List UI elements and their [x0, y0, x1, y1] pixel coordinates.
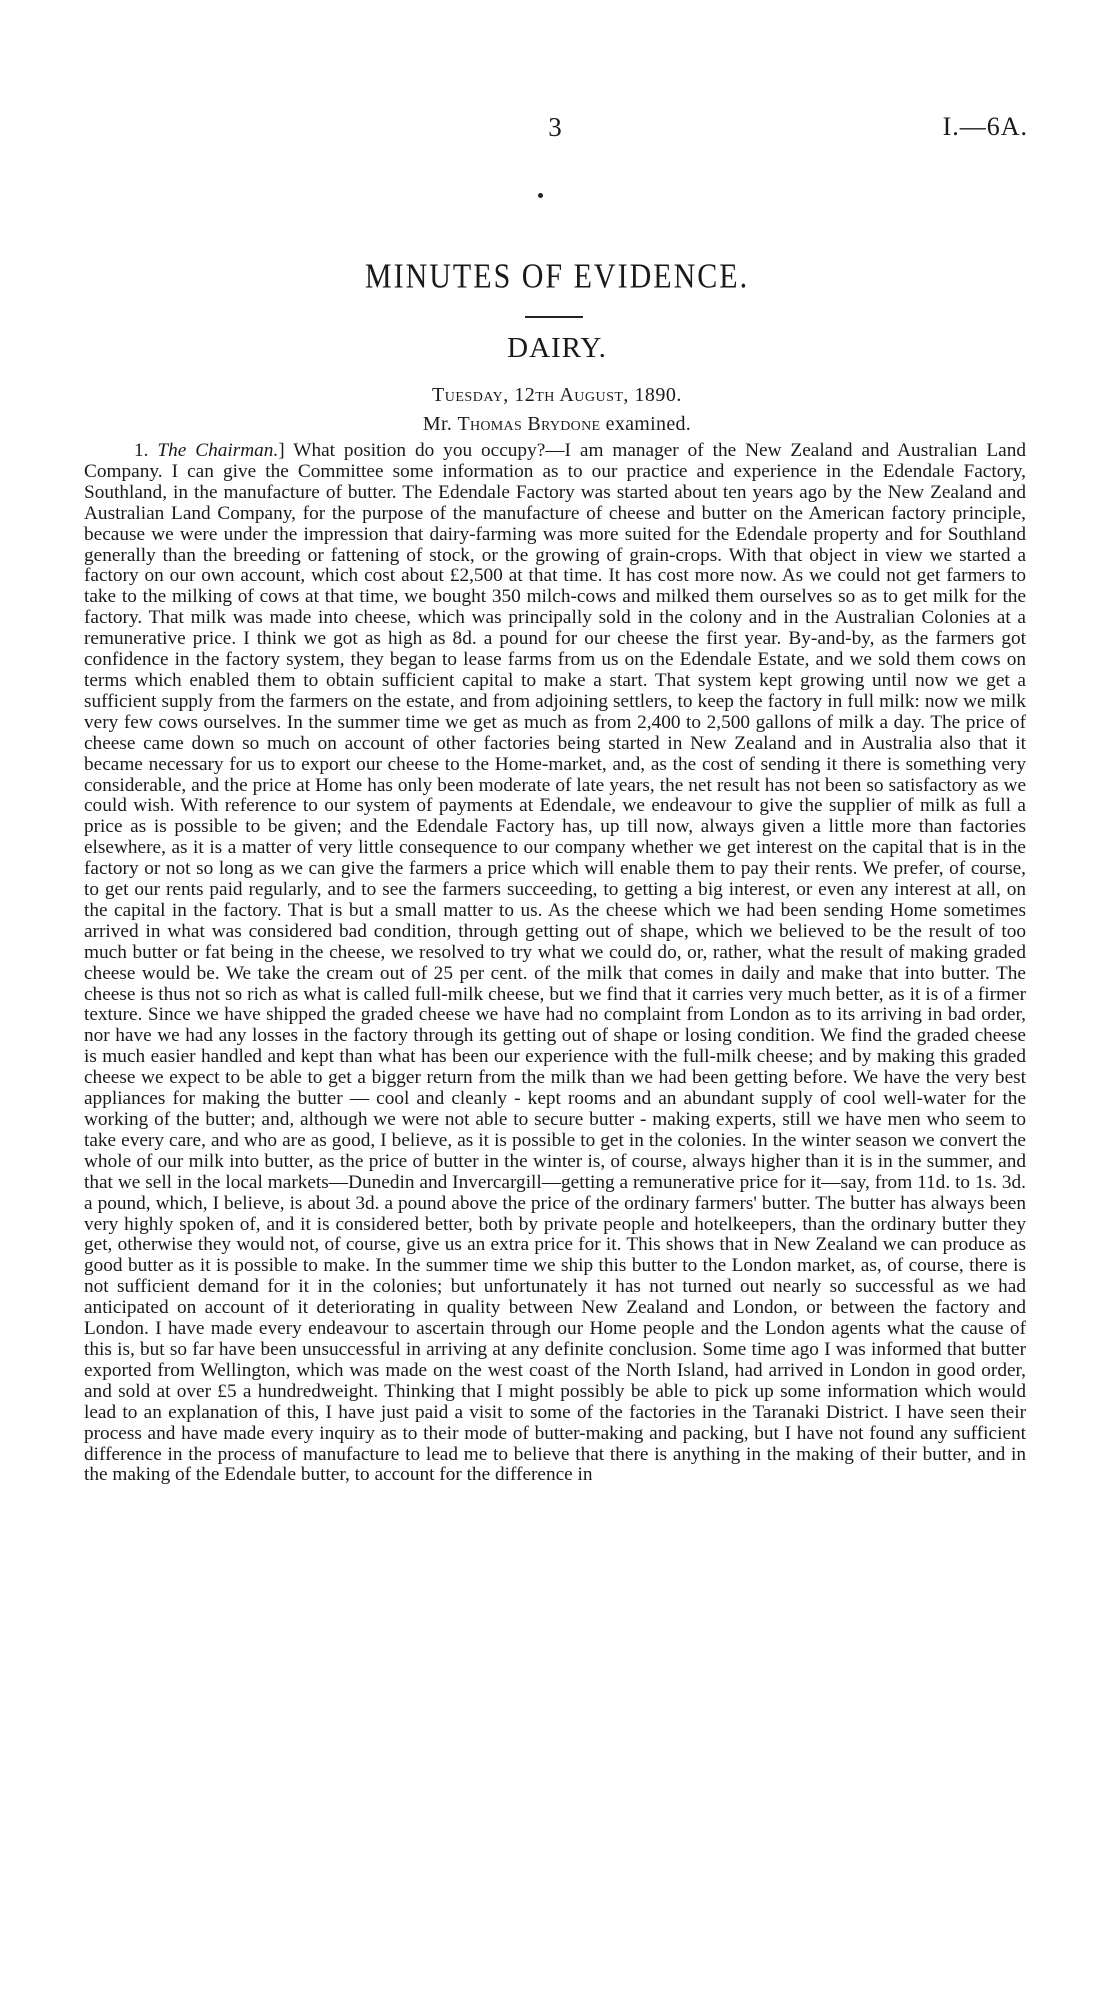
page-title: MINUTES OF EVIDENCE.	[364, 256, 750, 296]
speaker-name: The Chairman.	[157, 440, 279, 461]
witness-name: Thomas Brydone	[457, 413, 601, 435]
session-date: Tuesday, 12th August, 1890.	[432, 384, 682, 406]
section-heading: DAIRY.	[507, 332, 607, 364]
witness-line	[0, 413, 1114, 436]
document-reference: I.—6A.	[942, 112, 1028, 141]
ink-dot	[538, 193, 543, 198]
title-divider	[525, 316, 583, 318]
witness-prefix: Mr.	[422, 413, 453, 435]
evidence-paragraph	[84, 441, 1026, 1486]
evidence-text: ] What position do you occupy?—I am manager of the New Zealand and Australian Land Company. I can give the Committee some information as to our practice and experience in the Edendale Factory, Southland, in the manufacture of butter. The Edendale Factory was started about ten years ago by the New Zealand and Australian Land Company, for the purpose of the manufacture of cheese and butter on the American factory principle, because we were under the impression that dairy-farming was more suited for the Edendale property and for Southland generally than the breeding or fattening of stock, or the growing of grain-crops. With that object in view we started a factory on our own account, which cost about £2,500 at that time. It has cost more now. As we could not get farmers to take to the milking of cows at that time, we bought 350 milch-cows and milked them ourselves so as to get milk for the factory. That milk was made into cheese, which was principally sold in the colony and in the Australian Colonies at a remunerative price. I think we got as high as 8d. a pound for our cheese the first year. By-and-by, as the farmers got confidence in the factory system, they began to lease farms from us on the Edendale Estate, and we sold them cows on terms which enabled them to obtain sufficient capital to make a start. That system kept growing until now we get a sufficient supply from the farmers on the estate, and from adjoining settlers, to keep the factory in full milk: now we milk very few cows ourselves. In the summer time we get as much as from 2,400 to 2,500 gallons of milk a day. The price of cheese came down so much on account of other factories being started in New Zealand and in Australia also that it became necessary for us to export our cheese to the Home-market, and, as the cost of sending it there is something very considerable, and the price at Home has only been moderate of late years, the net result has not been so satisfactory as we could wish. With reference to our system of payments at Edendale, we endeavour to give the supplier of milk as full a price as is possible to be given; and the Edendale Factory has, up till now, always given a little more than factories elsewhere, as it is a matter of very little consequence to our company whether we get interest on the capital that is in the factory or not so long as we can give the farmers a price which will enable them to pay their rents. We prefer, of course, to get our rents paid regularly, and to see the farmers succeeding, to getting a big interest, or even any interest at all, on the capital in the factory. That is but a small matter to us. As the cheese which we had been sending Home sometimes arrived in what was considered bad condition, through getting out of shape, which we believed to be the result of too much butter or fat being in the cheese, we resolved to try what we could do, or, rather, what the result of making graded cheese would be. We take the cream out of 25 per cent. of the milk that comes in daily and make that into butter. The cheese is thus not so rich as what is called full-milk cheese, but we find that it carries very much better, as it is of a firmer texture. Since we have shipped the graded cheese we have had no complaint from London as to its arriving in bad order, nor have we had any losses in the factory through its getting out of shape or losing condition. We find the graded cheese is much easier handled and kept than what has been our experience with the full-milk cheese; and by making this graded cheese we expect to be able to get a bigger return from the milk than we had been getting before. We have the very best appliances for making the butter — cool and cleanly - kept rooms and an abundant supply of cool well-water for the working of the butter; and, although we were not able to secure butter - making experts, still we have men who seem to take every care, and who are as good, I believe, as it is possible to get in the colonies. In the winter season we convert the whole of our milk into butter, as the price of butter in the winter is, of course, always higher than it is in the summer, and that we sell in the local markets—Dunedin and Invercargill—getting a remunerative price for it—say, from 11d. to 1s. 3d. a pound, which, I believe, is about 3d. a pound above the price of the ordinary farmers' butter. The butter has always been very highly spoken of, and it is considered better, both by private people and hotelkeepers, than the ordinary butter they get, otherwise they would not, of course, give us an extra price for it. This shows that in New Zealand we can produce as good butter as it is possible to make. In the summer time we ship this butter to the London market, as, of course, there is not sufficient demand for it in the colonies; but unfortunately it has not turned out nearly so successful as we had anticipated on account of it deteriorating in quality between New Zealand and London, or between the factory and London. I have made every endeavour to ascertain through our Home people and the London agents what the cause of this is, but so far have been unsuccessful in arriving at any definite conclusion. Some time ago I was informed that butter exported from Wellington, which was made on the west coast of the North Island, had arrived in London in good order, and sold at over £5 a hundredweight. Thinking that I might possibly be able to pick up some information which would lead to an explanation of this, I have just paid a visit to some of the factories in the Taranaki District. I have seen their process and have made every inquiry as to their mode of butter-making and packing, but I have not found any sufficient difference in the process of manufacture to lead me to believe that there is anything in the making of their butter, and in the making of the Edendale butter, to account for the difference in	[84, 440, 1026, 1486]
page-number: 3	[548, 112, 562, 142]
witness-suffix: examined.	[605, 413, 692, 435]
question-number: 1.	[134, 440, 149, 461]
